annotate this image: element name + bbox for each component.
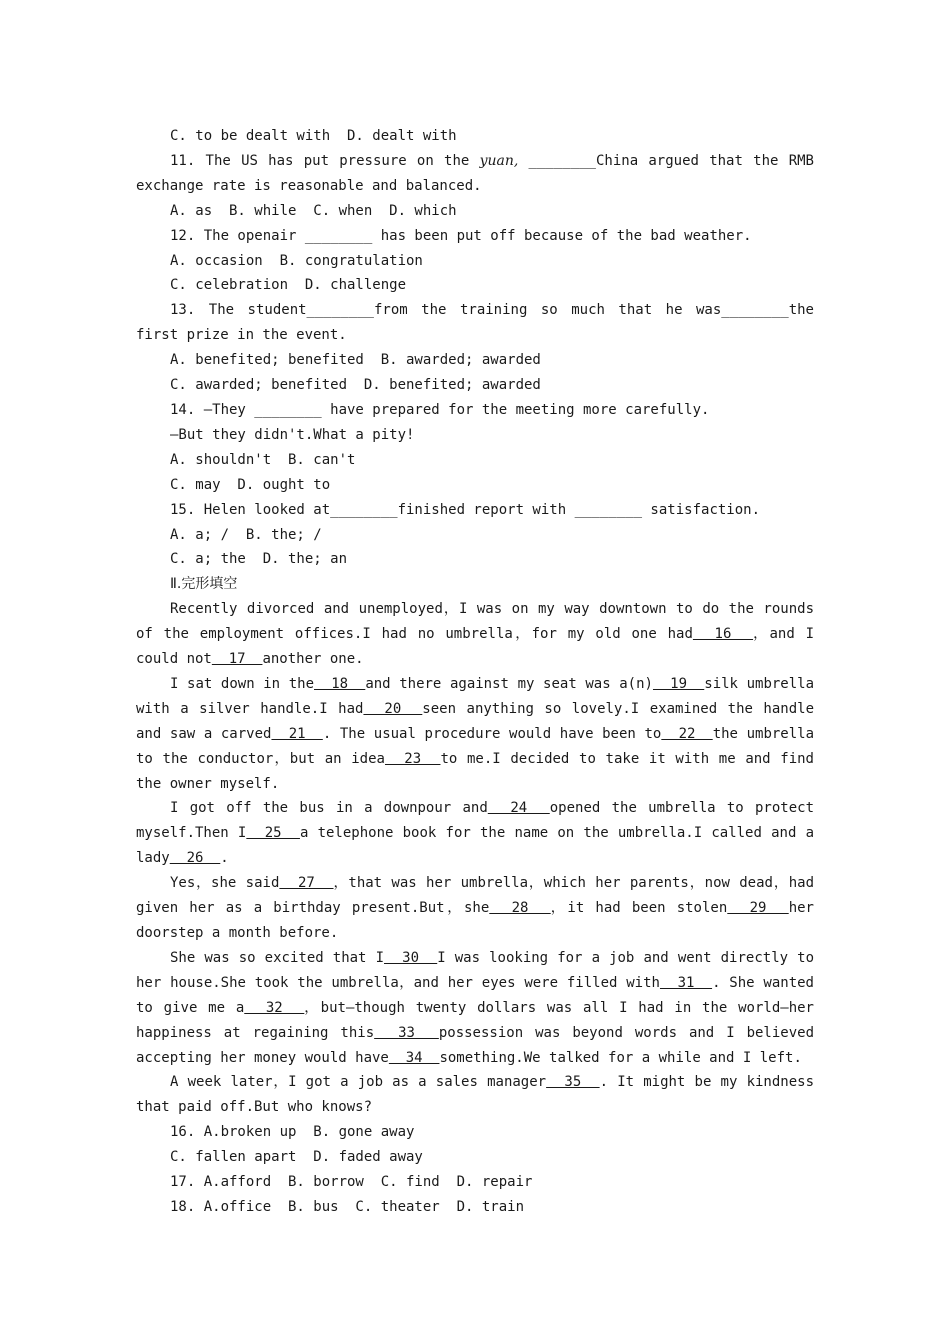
- blank-19: 19: [652, 675, 705, 692]
- cloze-options-18: 18. A.office B. bus C. theater D. train: [170, 1198, 525, 1215]
- q12-stem: 12. The openair ________ has been put off because of the bad weather.: [170, 227, 752, 244]
- cloze-options-17: 17. A.afford B. borrow C. find D. repair: [170, 1174, 533, 1191]
- blank-16: 16: [692, 626, 754, 643]
- blank-20: 20: [363, 700, 423, 717]
- q11-stem: 11. The US has put pressure on the yuan, ________China argued that the RMB exchange rate is reasonable and balanced.: [136, 152, 814, 194]
- blank-35: 35: [546, 1074, 600, 1091]
- blank-34: 34: [388, 1049, 440, 1066]
- blank-17: 17: [211, 651, 263, 668]
- blank-26: 26: [169, 850, 221, 867]
- blank-23: 23: [384, 750, 441, 767]
- yuan-word: yuan,: [479, 152, 519, 169]
- q14-reply: —But they didn't.What a pity!: [170, 426, 415, 443]
- section-title-cloze: Ⅱ.完形填空: [170, 576, 238, 593]
- q13-stem: 13. The student________from the training so much that he was________the first prize in the event.: [136, 302, 814, 344]
- blank-31: 31: [659, 974, 713, 991]
- blank-32: 32: [244, 999, 305, 1016]
- q13-options-2: C. awarded; benefited D. benefited; awarded: [170, 377, 541, 394]
- q15-options-1: A. a; / B. the; /: [170, 526, 322, 543]
- q12-options-1: A. occasion B. congratulation: [170, 252, 423, 269]
- blank-22: 22: [661, 725, 713, 742]
- blank-33: 33: [374, 1024, 439, 1041]
- q14-options-2: C. may D. ought to: [170, 476, 331, 493]
- worksheet-page: [136, 124, 814, 1220]
- blank-18: 18: [314, 675, 366, 692]
- blank-30: 30: [384, 949, 438, 966]
- cloze-paragraph-5: She was so excited that I 30 I was looking for a job and went directly to her house.She took the umbrella，and her eyes were filled with 31 . She wanted to give me a 32 ，but—though twenty dollars was all I had in the world—her happiness at regaining this 33 possession was beyond words and I believed accepting her money would have 34 something.We talked for a while and I left.: [136, 949, 815, 1066]
- blank-28: 28: [489, 900, 551, 917]
- cloze-paragraph-6: A week later，I got a job as a sales manager 35 . It might be my kindness that paid off.But who knows?: [136, 1074, 814, 1116]
- cloze-paragraph-2: I sat down in the 18 and there against my seat was a(n) 19 silk umbrella with a silver handle.I had 20 seen anything so lovely.I examined the handle and saw a carved 21 . The usual procedure would have been to 22 the umbrella to the conductor，but an idea 23 to me.I decided to take it with me and find the owner myself.: [136, 675, 815, 792]
- blank-21: 21: [271, 725, 323, 742]
- cloze-options-16-line-2: C. fallen apart D. faded away: [170, 1149, 423, 1166]
- q13-options-1: A. benefited; benefited B. awarded; awarded: [170, 352, 541, 369]
- cloze-paragraph-3: I got off the bus in a downpour and 24 opened the umbrella to protect myself.Then I 25 a telephone book for the name on the umbrella.I called and a lady 26 .: [136, 800, 815, 867]
- cloze-options-16-line-1: 16. A.broken up B. gone away: [170, 1124, 415, 1141]
- q12-options-2: C. celebration D. challenge: [170, 277, 407, 294]
- q14-stem: 14. —They ________ have prepared for the meeting more carefully.: [170, 401, 710, 418]
- q10-options-tail: C. to be dealt with D. dealt with: [170, 128, 457, 144]
- blank-29: 29: [727, 900, 789, 917]
- blank-27: 27: [279, 875, 334, 892]
- blank-25: 25: [246, 825, 300, 842]
- blank-24: 24: [487, 800, 550, 817]
- q14-options-1: A. shouldn't B. can't: [170, 451, 356, 468]
- cloze-paragraph-4: Yes，she said 27 ，that was her umbrella，which her parents，now dead，had given her as a birthday present.But，she 28 ，it had been stolen 29 her doorstep a month before.: [136, 875, 815, 941]
- cloze-paragraph-1: Recently divorced and unemployed，I was on my way downtown to do the rounds of the employment offices.I had no umbrella，for my old one had 16 ，and I could not 17 another one.: [136, 601, 814, 668]
- q15-stem: 15. Helen looked at________finished report with ________ satisfaction.: [170, 501, 761, 518]
- q11-options: A. as B. while C. when D. which: [170, 202, 457, 219]
- q15-options-2: C. a; the D. the; an: [170, 551, 348, 568]
